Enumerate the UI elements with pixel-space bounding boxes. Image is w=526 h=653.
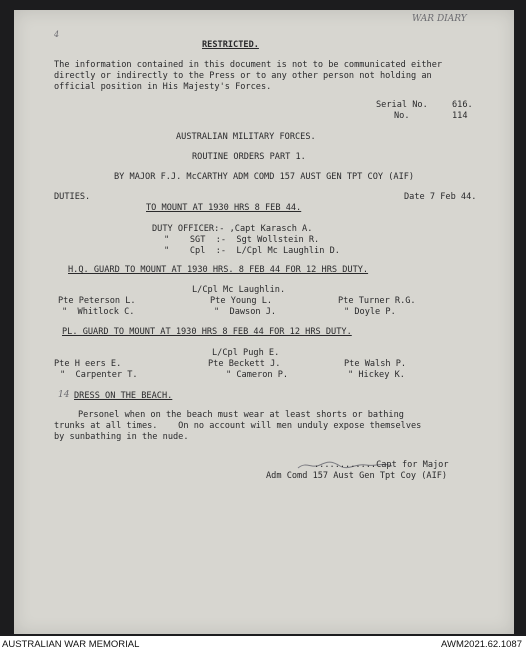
corner-mark: 4 [54, 30, 60, 39]
pl-guard-name: " Hickey K. [348, 370, 405, 380]
signature-title: Adm Comd 157 Aust Gen Tpt Coy (AIF) [266, 471, 448, 481]
restricted-heading: RESTRICTED. [202, 40, 259, 50]
dress-text-line-3: by sunbathing in the nude. [54, 432, 189, 442]
number-value: 114 [452, 111, 468, 121]
pl-guard-name: " Carpenter T. [60, 370, 138, 380]
hq-guard-name: " Dawson J. [214, 307, 277, 317]
pl-guard-name: " Cameron P. [226, 370, 289, 380]
dress-heading: DRESS ON THE BEACH. [74, 391, 173, 401]
hq-guard-name: " Whitlock C. [62, 307, 135, 317]
hq-guard-name: Pte Turner R.G. [338, 296, 416, 306]
hq-guard-name: Pte Peterson L. [58, 296, 136, 306]
footer-institution: AUSTRALIAN WAR MEMORIAL [2, 639, 140, 650]
hq-guard-name: Pte Young L. [210, 296, 273, 306]
war-diary-stamp: WAR DIARY [412, 14, 467, 24]
footer-catalogue-number: AWM2021.62.1087 [441, 639, 522, 650]
hq-guard-name: " Doyle P. [344, 307, 396, 317]
dress-item-number: 14 [58, 390, 70, 400]
duties-heading: DUTIES. [54, 192, 91, 202]
to-mount-heading: TO MOUNT AT 1930 HRS 8 FEB 44. [146, 203, 302, 213]
notice-line-3: official position in His Majesty's Forces. [54, 82, 272, 92]
pl-guard-heading: PL. GUARD TO MOUNT AT 1930 HRS 8 FEB 44 FOR 12 HRS DUTY. [62, 327, 352, 337]
notice-line-1: The information contained in this document is not to be communicated either [54, 60, 443, 70]
signature-line: ............Capt for Major [314, 460, 449, 470]
serial-label: Serial No. [376, 100, 428, 110]
duty-officer-line: DUTY OFFICER:- ,Capt Karasch A. [152, 224, 313, 234]
serial-value: 616. [452, 100, 473, 110]
cpl-line: " Cpl :- L/Cpl Mc Laughlin D. [164, 246, 340, 256]
hq-lcpl: L/Cpl Mc Laughlin. [192, 285, 286, 295]
pl-lcpl: L/Cpl Pugh E. [212, 348, 280, 358]
document-page [14, 10, 514, 634]
dress-text-line-1: Personel when on the beach must wear at least shorts or bathing [78, 410, 404, 420]
number-label: No. [394, 111, 410, 121]
order-date: Date 7 Feb 44. [404, 192, 477, 202]
orders-title: ROUTINE ORDERS PART 1. [192, 152, 306, 162]
pl-guard-name: Pte Walsh P. [344, 359, 407, 369]
dress-text-line-2: trunks at all times. On no account will men unduly expose themselves [54, 421, 422, 431]
hq-guard-heading: H.Q. GUARD TO MOUNT AT 1930 HRS. 8 FEB 44 FOR 12 HRS DUTY. [68, 265, 369, 275]
sgt-line: " SGT :- Sgt Wollstein R. [164, 235, 320, 245]
notice-line-2: directly or indirectly to the Press or to any other person not holding an [54, 71, 432, 81]
pl-guard-name: Pte Beckett J. [208, 359, 281, 369]
by-line: BY MAJOR F.J. McCARTHY ADM COMD 157 AUST GEN TPT COY (AIF) [114, 172, 415, 182]
pl-guard-name: Pte H eers E. [54, 359, 122, 369]
forces-title: AUSTRALIAN MILITARY FORCES. [176, 132, 316, 142]
